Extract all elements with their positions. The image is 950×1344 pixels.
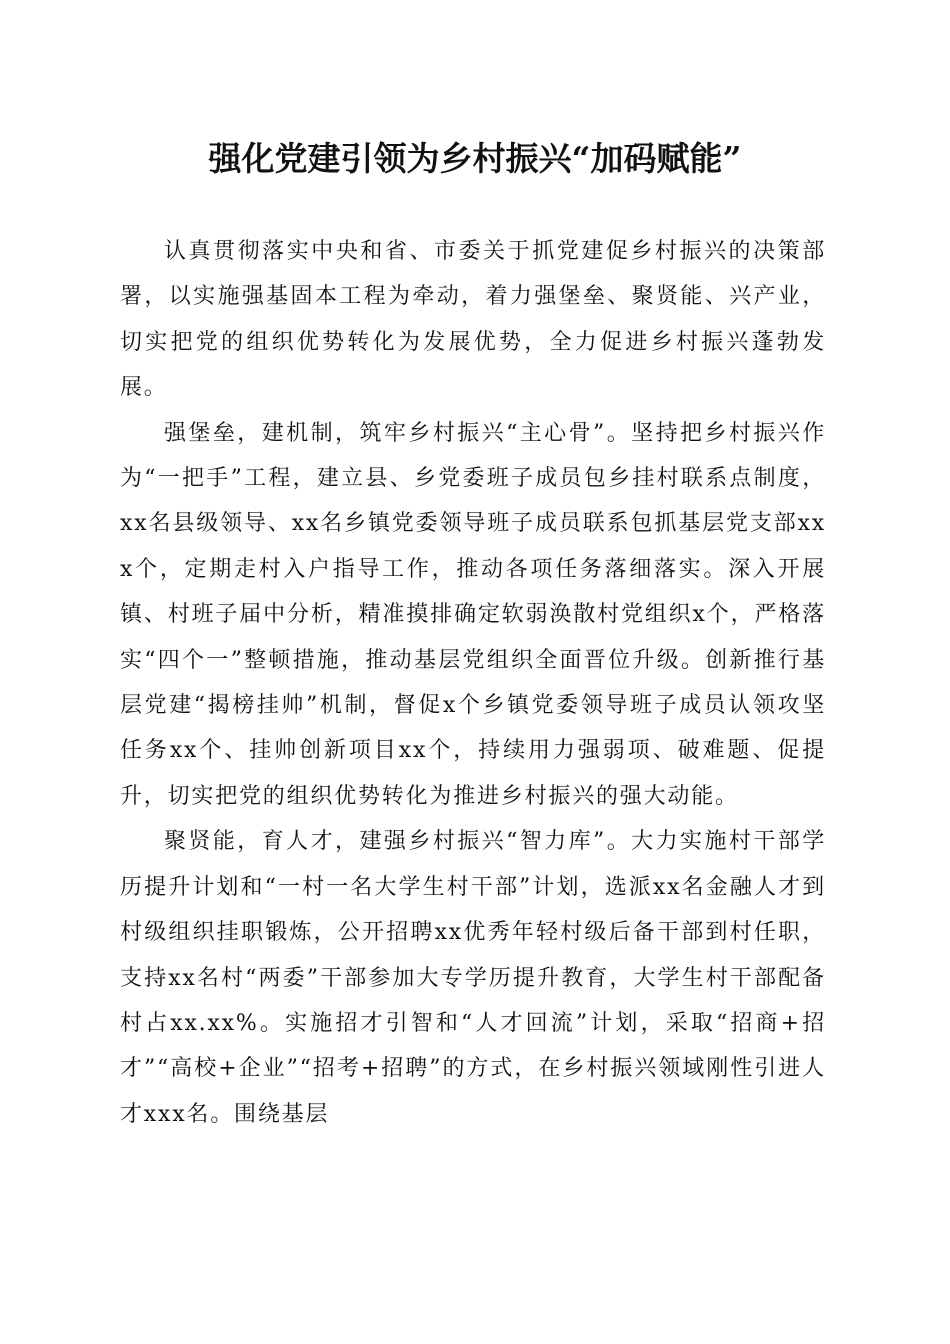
document-body [120,229,826,1137]
paragraph-strengthen-bastion: 强堡垒，建机制，筑牢乡村振兴“主心骨”。坚持把乡村振兴作为“一把手”工程，建立县、乡党委班子成员包乡挂村联系点制度，xx名县级领导、xx名乡镇党委领导班子成员联系包抓基层党支部xxx个，定期走村入户指导工作，推动各项任务落细落实。深入开展镇、村班子届中分析，精准摸排确定软弱涣散村党组织x个，严格落实“四个一”整顿措施，推动基层党组织全面晋位升级。创新推行基层党建“揭榜挂帅”机制，督促x个乡镇党委领导班子成员认领攻坚任务xx个、挂帅创新项目xx个，持续用力强弱项、破难题、促提升，切实把党的组织优势转化为推进乡村振兴的强大动能。 [120,420,826,809]
document-title: 强化党建引领为乡村振兴“加码赋能” [208,139,742,178]
paragraph-gather-talent: 聚贤能，育人才，建强乡村振兴“智力库”。大力实施村干部学历提升计划和“一村一名大学生村干部”计划，选派xx名金融人才到村级组织挂职锻炼，公开招聘xx优秀年轻村级后备干部到村任职，支持xx名村“两委”干部参加大专学历提升教育，大学生村干部配备村占xx.xx%。实施招才引智和“人才回流”计划，采取“招商+招才”“高校+企业”“招考+招聘”的方式，在乡村振兴领域刚性引进人才xxx名。围绕基层 [120,829,826,1127]
paragraph-intro: 认真贯彻落实中央和省、市委关于抓党建促乡村振兴的决策部署，以实施强基固本工程为牵动，着力强堡垒、聚贤能、兴产业，切实把党的组织优势转化为发展优势，全力促进乡村振兴蓬勃发展。 [120,239,826,401]
